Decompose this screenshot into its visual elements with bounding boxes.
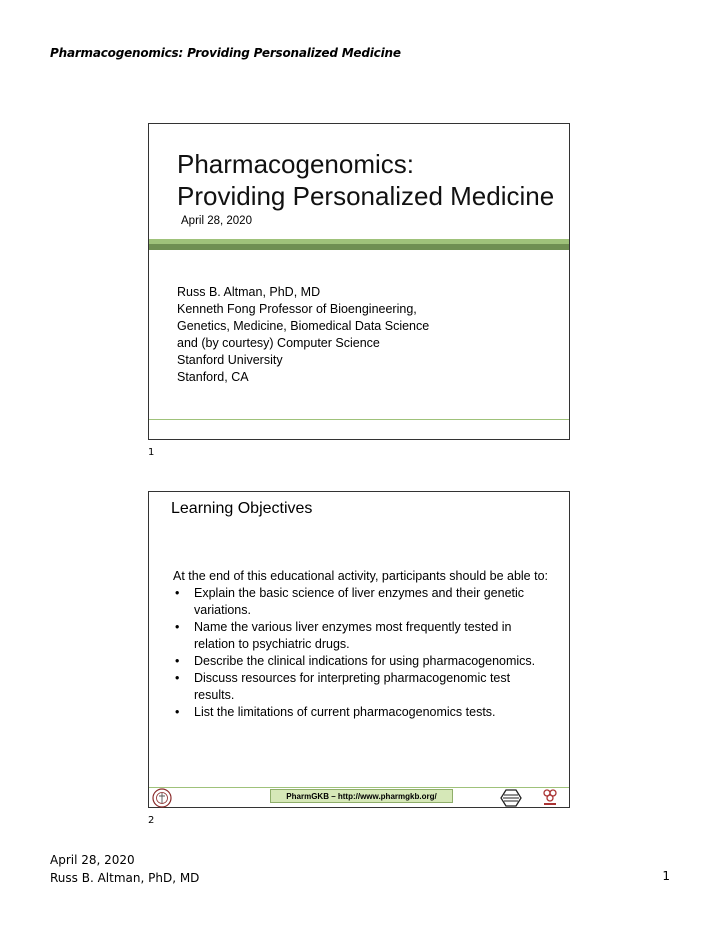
bullet-icon: • bbox=[175, 620, 180, 634]
list-item bbox=[173, 670, 553, 704]
author-block bbox=[177, 284, 429, 386]
bullet-icon: • bbox=[175, 671, 180, 685]
author-line: Russ B. Altman, PhD, MD bbox=[177, 285, 321, 299]
pharmgkb-link[interactable]: PharmGKB – http://www.pharmgkb.org/ bbox=[270, 789, 453, 803]
slide-1-title bbox=[177, 148, 554, 212]
footer-page-number: 1 bbox=[662, 869, 670, 883]
slide-1-title-line-1: Pharmacogenomics: bbox=[177, 149, 414, 179]
list-item bbox=[173, 585, 553, 619]
list-item bbox=[173, 704, 553, 721]
accent-bar-dark bbox=[149, 244, 569, 250]
slide-2-title: Learning Objectives bbox=[171, 500, 313, 517]
objectives-intro: At the end of this educational activity, participants should be able to: bbox=[173, 569, 548, 583]
slide-1 bbox=[148, 123, 570, 440]
author-line: and (by courtesy) Computer Science bbox=[177, 336, 380, 350]
slide-1-number: 1 bbox=[148, 447, 155, 458]
objective-text: Explain the basic science of liver enzymes and their genetic variations. bbox=[194, 586, 525, 617]
hexagon-logo-icon bbox=[500, 789, 522, 807]
list-item bbox=[173, 619, 553, 653]
objective-text: Name the various liver enzymes most frequently tested in relation to psychiatric drugs. bbox=[194, 620, 512, 651]
slide-1-title-line-2: Providing Personalized Medicine bbox=[177, 181, 555, 211]
slide-1-footer-line bbox=[149, 419, 569, 420]
slide-2-number: 2 bbox=[148, 815, 155, 826]
bullet-icon: • bbox=[175, 705, 180, 719]
objectives-body bbox=[173, 568, 553, 721]
author-line: Stanford, CA bbox=[177, 370, 249, 384]
page-header-title: Pharmacogenomics: Providing Personalized Medicine bbox=[50, 46, 401, 60]
objective-text: List the limitations of current pharmacogenomics tests. bbox=[194, 705, 496, 719]
footer-date: April 28, 2020 bbox=[50, 853, 135, 867]
slide-1-date: April 28, 2020 bbox=[181, 215, 252, 227]
seal-icon bbox=[151, 788, 173, 808]
bullet-icon: • bbox=[175, 586, 180, 600]
objective-text: Describe the clinical indications for using pharmacogenomics. bbox=[194, 654, 536, 668]
molecule-logo-icon bbox=[541, 788, 559, 807]
objective-text: Discuss resources for interpreting pharmacogenomic test results. bbox=[194, 671, 511, 702]
bullet-icon: • bbox=[175, 654, 180, 668]
author-line: Genetics, Medicine, Biomedical Data Science bbox=[177, 319, 430, 333]
page-footer bbox=[50, 851, 199, 887]
author-line: Kenneth Fong Professor of Bioengineering, bbox=[177, 302, 417, 316]
author-line: Stanford University bbox=[177, 353, 283, 367]
objectives-list bbox=[173, 585, 553, 721]
slide-2-footer-line bbox=[149, 787, 569, 788]
slide-2 bbox=[148, 491, 570, 808]
footer-author: Russ B. Altman, PhD, MD bbox=[50, 871, 200, 885]
list-item bbox=[173, 653, 553, 670]
